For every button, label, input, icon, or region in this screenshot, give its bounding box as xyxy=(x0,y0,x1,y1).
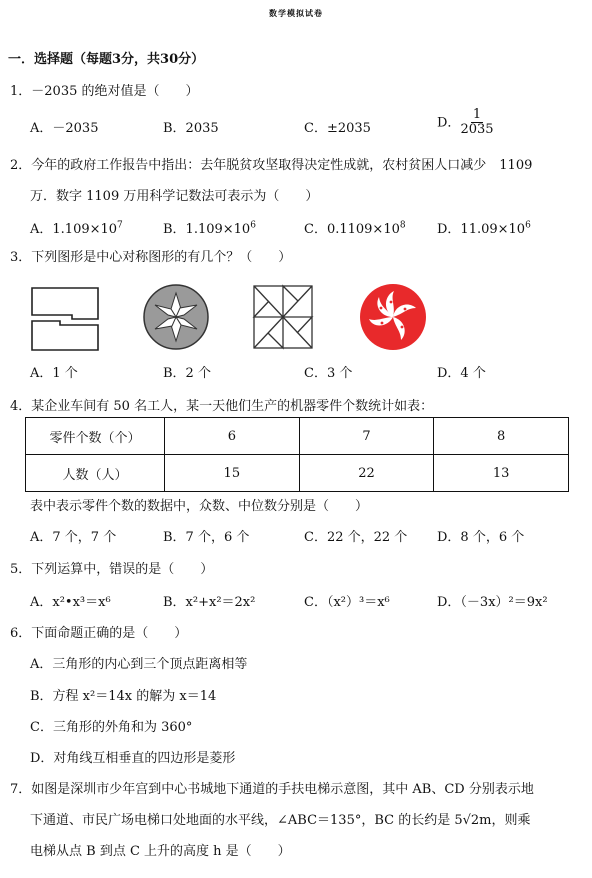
q2-option-a xyxy=(30,218,123,237)
q5-option-c: C．（x²）³＝x⁶ xyxy=(304,595,390,610)
table-row xyxy=(26,455,569,492)
q1-option-a: A．－2035 xyxy=(30,121,99,136)
bauhinia-emblem-figure xyxy=(358,282,428,352)
question-2-line1: 2．今年的政府工作报告中指出：去年脱贫攻坚取得决定性成就，农村贫困人口减少 1109 xyxy=(10,158,533,173)
exponent: 7 xyxy=(117,220,123,231)
fraction xyxy=(460,108,493,138)
q1-option-c: C．±2035 xyxy=(304,121,371,136)
table-row xyxy=(26,418,569,455)
q4-option-b: B．7 个，6 个 xyxy=(163,530,250,545)
circle-star-figure xyxy=(142,283,210,351)
question-7-line3: 电梯从点 B 到点 C 上升的高度 h 是（ ） xyxy=(30,844,291,859)
notched-rectangle-figure xyxy=(30,285,102,353)
page-title: 数学模拟试卷 xyxy=(269,8,323,18)
question-6-stem: 6．下面命题正确的是（ ） xyxy=(10,626,188,641)
q3-option-a: A．1 个 xyxy=(30,366,78,381)
q6-option-b: B．方程 x²＝14x 的解为 x＝14 xyxy=(30,689,217,704)
question-4-stem: 4．某企业车间有 50 名工人，某一天他们生产的机器零件个数统计如表： xyxy=(10,399,434,414)
section-heading: 一．选择题（每题3分，共30分） xyxy=(8,52,205,67)
question-2-line2: 万．数字 1109 万用科学记数法可表示为（ ） xyxy=(30,189,319,204)
q2-option-c xyxy=(304,218,406,237)
q5-option-b: B．x²+x²＝2x² xyxy=(163,595,256,610)
table-cell: 7 xyxy=(299,418,434,455)
fraction-denominator: 2035 xyxy=(460,122,494,138)
table-cell: 人数（人） xyxy=(26,455,165,492)
q5-option-a: A．x²•x³＝x⁶ xyxy=(30,595,111,610)
q2-option-b xyxy=(163,218,256,237)
q3-option-b: B．2 个 xyxy=(163,366,211,381)
exponent: 6 xyxy=(250,220,256,231)
question-3-stem: 3．下列图形是中心对称图形的有几个？（ ） xyxy=(10,250,292,265)
table-cell: 15 xyxy=(165,455,300,492)
question-1-stem: 1．－2035 的绝对值是（ ） xyxy=(10,84,199,99)
table-cell: 零件个数（个） xyxy=(26,418,165,455)
data-table xyxy=(25,417,569,492)
table-cell: 8 xyxy=(434,418,569,455)
q1-option-b: B．2035 xyxy=(163,121,219,136)
q4-option-a: A．7 个，7 个 xyxy=(30,530,117,545)
q3-option-d: D．4 个 xyxy=(437,366,486,381)
fraction-numerator: 1 xyxy=(472,107,482,122)
q5-option-d: D．（－3x）²＝9x² xyxy=(437,595,548,610)
question-7-line1: 7．如图是深圳市少年宫到中心书城地下通道的手扶电梯示意图，其中 AB、CD 分别表示地 xyxy=(10,782,534,797)
exponent: 8 xyxy=(399,220,406,231)
pinwheel-figure xyxy=(251,283,315,351)
table-cell: 6 xyxy=(165,418,300,455)
q3-option-c: C．3 个 xyxy=(304,366,353,381)
q2-option-a-text: A．1.109×10 xyxy=(30,222,118,237)
table-cell: 22 xyxy=(299,455,434,492)
q6-option-c: C．三角形的外角和为 360° xyxy=(30,720,193,735)
q2-option-c-text: C．0.1109×10 xyxy=(304,222,400,237)
q6-option-d: D．对角线互相垂直的四边形是菱形 xyxy=(30,751,236,766)
question-4-followup: 表中表示零件个数的数据中，众数、中位数分别是（ ） xyxy=(30,499,369,514)
q6-option-a: A．三角形的内心到三个顶点距离相等 xyxy=(30,657,248,672)
q2-option-d-text: D．11.09×10 xyxy=(437,222,526,237)
q1-option-d xyxy=(437,108,494,138)
q4-option-c: C．22 个，22 个 xyxy=(304,530,408,545)
q1-option-d-label: D． xyxy=(437,115,461,131)
exponent: 6 xyxy=(525,220,531,231)
q4-option-d: D．8 个，6 个 xyxy=(437,530,525,545)
q2-option-d xyxy=(437,218,531,237)
table-cell: 13 xyxy=(434,455,569,492)
question-5-stem: 5．下列运算中，错误的是（ ） xyxy=(10,562,214,577)
question-7-line2: 下通道、市民广场电梯口处地面的水平线，∠ABC＝135°，BC 的长约是 5√2m，则乘 xyxy=(30,813,531,828)
q2-option-b-text: B．1.109×10 xyxy=(163,222,251,237)
